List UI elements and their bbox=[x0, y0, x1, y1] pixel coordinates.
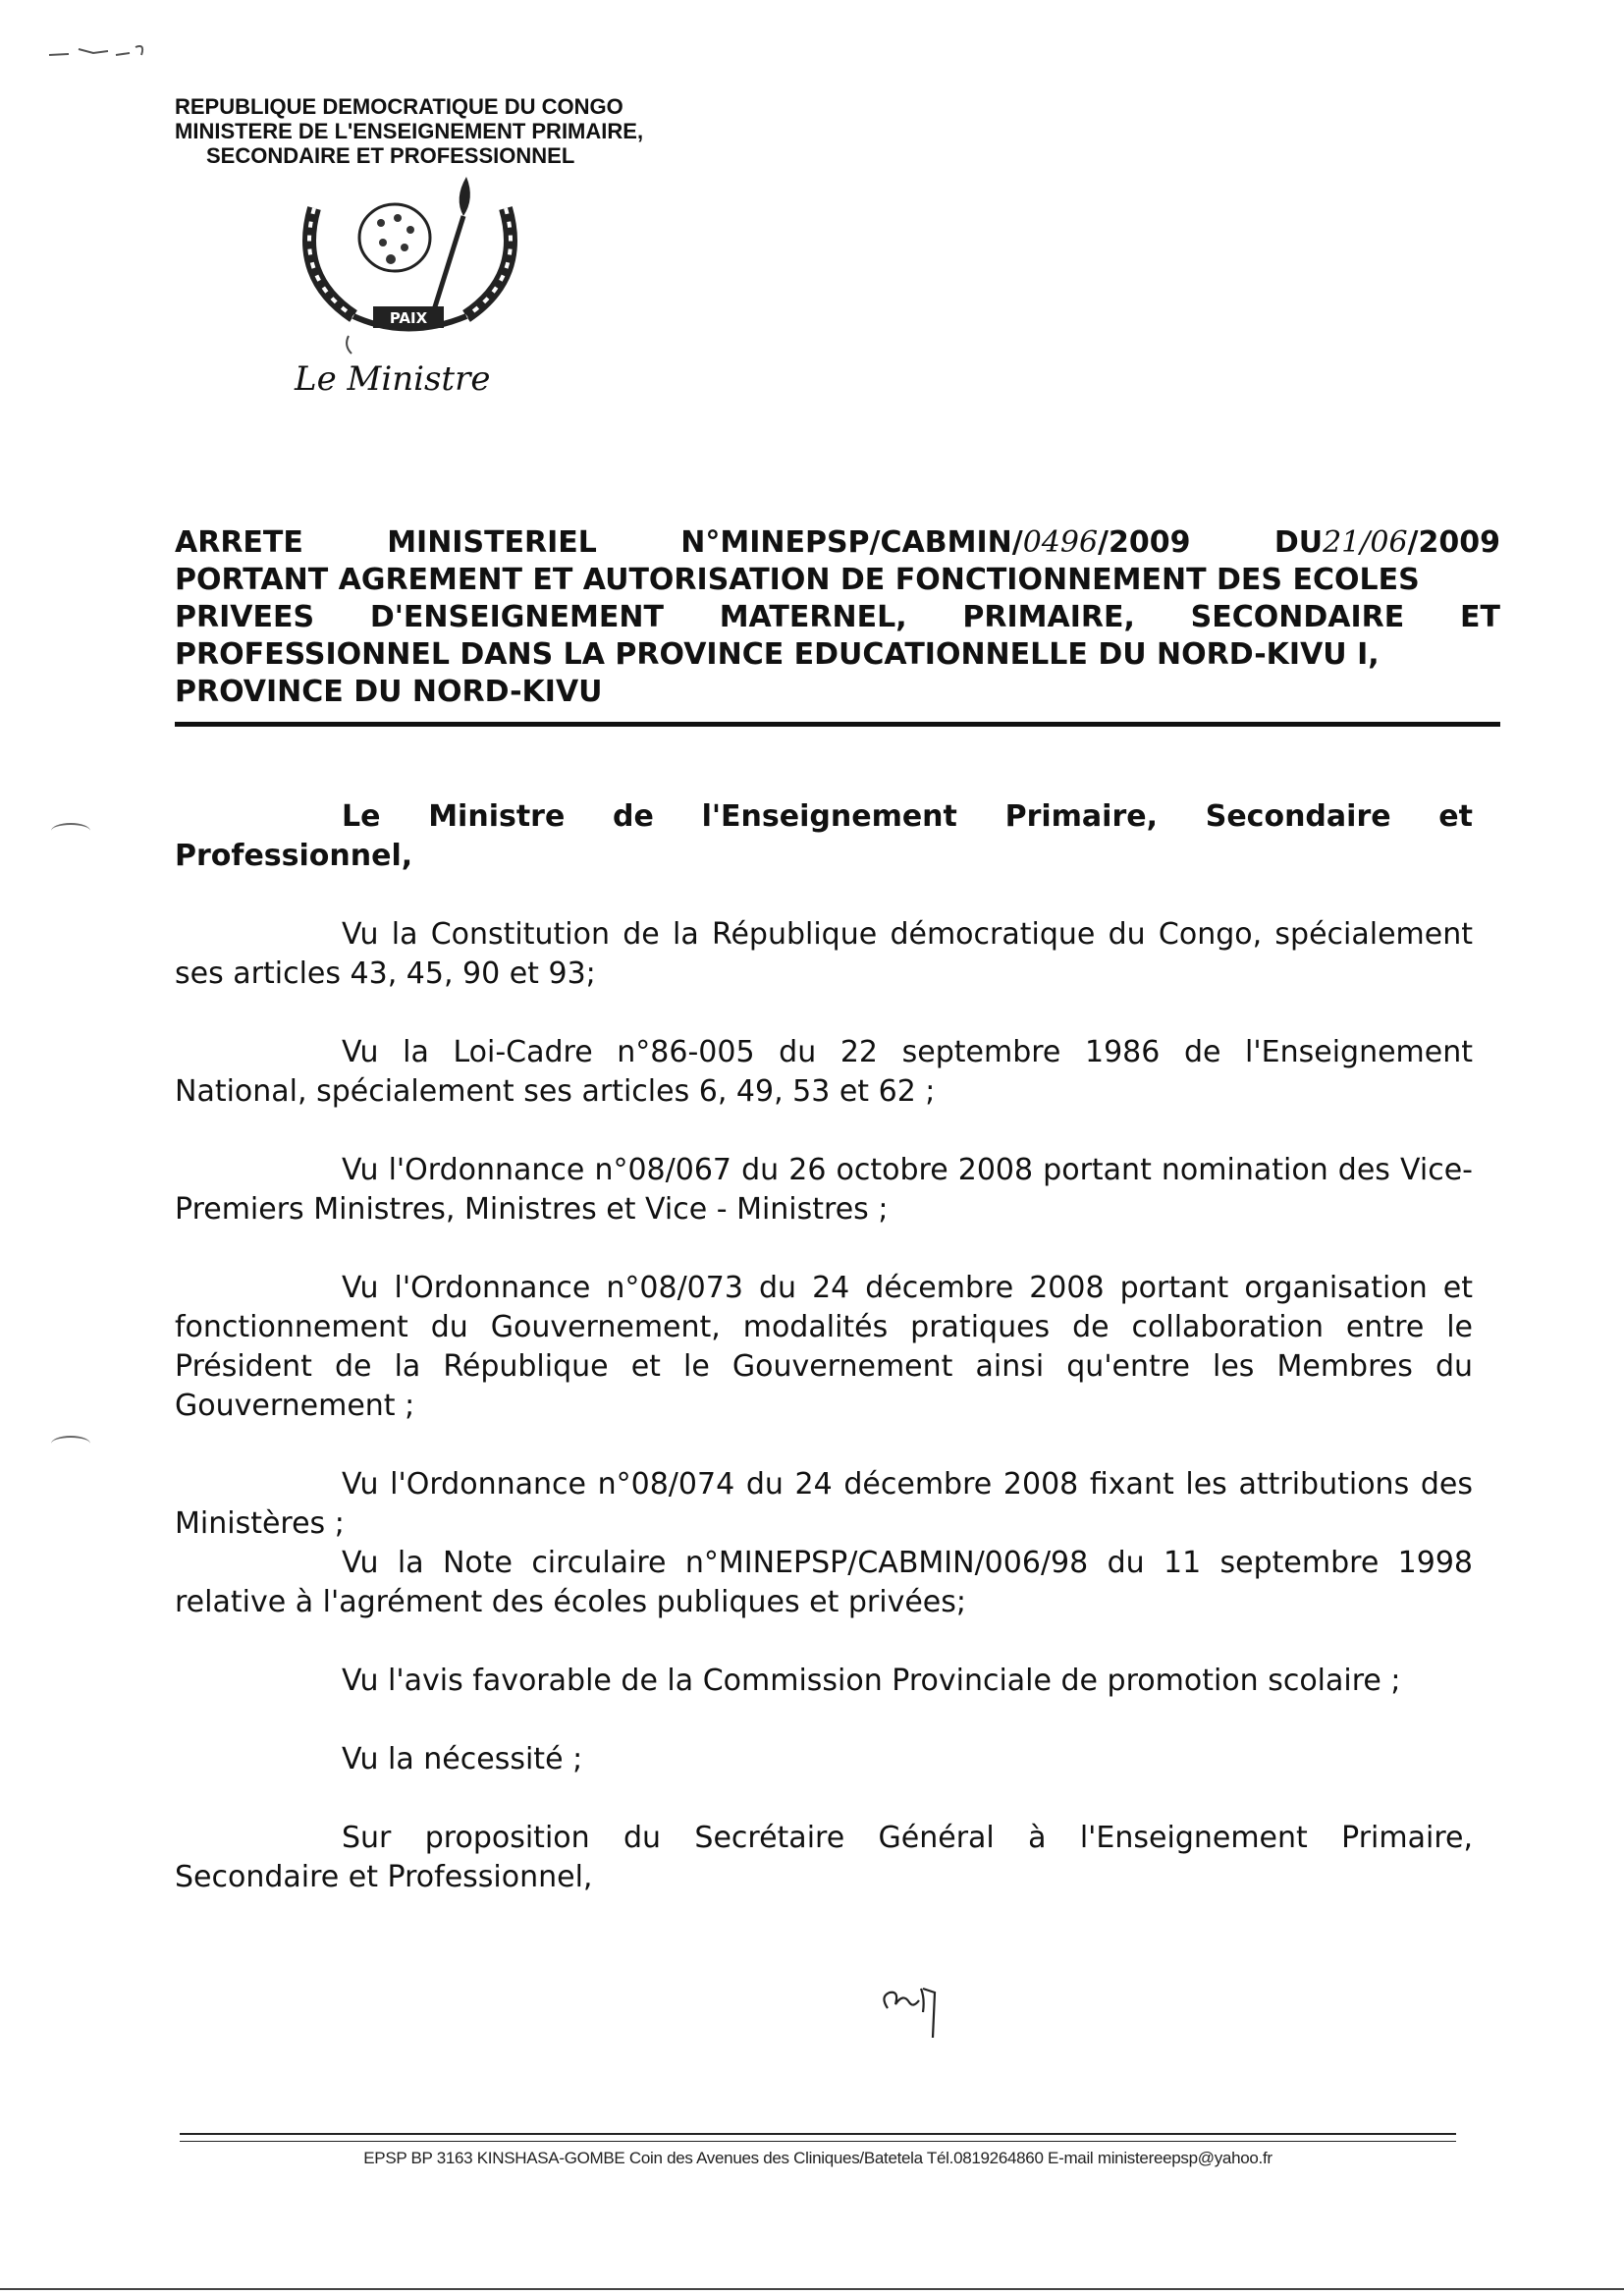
decree-title bbox=[175, 524, 1500, 711]
title-row-2: PORTANT AGREMENT ET AUTORISATION DE FONCTIONNEMENT DES ECOLES bbox=[175, 563, 1420, 597]
header-republic: REPUBLIQUE DEMOCRATIQUE DU CONGO bbox=[175, 94, 623, 119]
title-row-5: PROVINCE DU NORD-KIVU bbox=[175, 675, 603, 709]
header-ministry: MINISTERE DE L'ENSEIGNEMENT PRIMAIRE, bbox=[175, 119, 644, 143]
body-paragraph: Vu la Note circulaire n°MINEPSP/CABMIN/006/98 du 11 septembre 1998 relative à l'agrément des écoles publiques et privées; bbox=[175, 1546, 1473, 1619]
margin-mark bbox=[51, 1436, 90, 1451]
handwritten-date: 21/06 bbox=[1323, 525, 1408, 560]
body-intro: Le Ministre de l'Enseignement Primaire, Secondaire et Professionnel, bbox=[175, 799, 1473, 873]
title-word: ARRETE bbox=[175, 525, 303, 560]
title-word: MINISTERIEL bbox=[387, 525, 597, 560]
decree-date: DU21/06/2009 bbox=[1273, 525, 1500, 560]
title-row-1 bbox=[175, 524, 1500, 562]
initials-signature-icon bbox=[874, 1979, 952, 2048]
footer-address: EPSP BP 3163 KINSHASA-GOMBE Coin des Avenues des Cliniques/Batetela Tél.0819264860 E-mail ministereepsp@yahoo.fr bbox=[363, 2149, 1272, 2167]
title-row-4: PROFESSIONNEL DANS LA PROVINCE EDUCATIONNELLE DU NORD-KIVU I, bbox=[175, 637, 1380, 672]
coat-of-arms-icon bbox=[285, 169, 530, 355]
footer-divider bbox=[180, 2141, 1456, 2142]
body-paragraph: Vu l'Ordonnance n°08/074 du 24 décembre 2008 fixant les attributions des Ministères ; bbox=[175, 1467, 1473, 1541]
body-paragraph: Sur proposition du Secrétaire Général à l'Enseignement Primaire, Secondaire et Professionnel, bbox=[175, 1821, 1473, 1894]
footer-divider bbox=[180, 2133, 1456, 2135]
letterhead bbox=[175, 94, 643, 168]
title-divider bbox=[175, 722, 1500, 727]
body-paragraph: Vu la nécessité ; bbox=[342, 1742, 583, 1776]
minister-signature: Le Ministre bbox=[295, 359, 491, 399]
page-edge bbox=[0, 2288, 1624, 2290]
body-paragraph: Vu l'avis favorable de la Commission Provinciale de promotion scolaire ; bbox=[342, 1664, 1401, 1698]
emblem-motto: PAIX bbox=[389, 309, 428, 327]
body-paragraph: Vu la Constitution de la République démocratique du Congo, spécialement ses articles 43, 45, 90 et 93; bbox=[175, 917, 1473, 991]
margin-mark bbox=[51, 823, 90, 839]
title-row-3: PRIVEES D'ENSEIGNEMENT MATERNEL, PRIMAIRE, SECONDAIRE ET bbox=[175, 600, 1500, 634]
decree-body bbox=[175, 797, 1473, 1897]
decree-number: N°MINEPSP/CABMIN/0496/2009 bbox=[680, 525, 1191, 560]
header-ministry-cont: SECONDAIRE ET PROFESSIONNEL bbox=[206, 143, 575, 168]
handwritten-number: 0496 bbox=[1022, 525, 1099, 560]
scan-mark bbox=[39, 41, 157, 61]
body-paragraph: Vu l'Ordonnance n°08/073 du 24 décembre 2008 portant organisation et fonctionnement du Gouvernement, modalités pratiques de collaboration entre le Président de la République et le Gouvernement ainsi qu'entre les Membres du Gouvernement ; bbox=[175, 1271, 1473, 1423]
body-paragraph: Vu l'Ordonnance n°08/067 du 26 octobre 2008 portant nomination des Vice-Premiers Ministres, Ministres et Vice - Ministres ; bbox=[175, 1153, 1473, 1227]
body-paragraph: Vu la Loi-Cadre n°86-005 du 22 septembre 1986 de l'Enseignement National, spécialement ses articles 6, 49, 53 et 62 ; bbox=[175, 1035, 1473, 1109]
